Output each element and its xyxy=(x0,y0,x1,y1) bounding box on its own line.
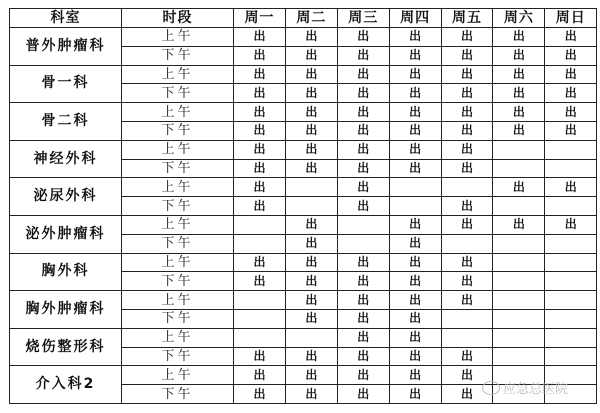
column-header: 周日 xyxy=(545,9,597,28)
schedule-cell: 出 xyxy=(337,84,389,103)
schedule-cell: 出 xyxy=(389,140,441,159)
schedule-cell xyxy=(234,291,286,310)
schedule-cell: 出 xyxy=(285,309,337,328)
schedule-cell: 出 xyxy=(441,84,493,103)
schedule-cell: 出 xyxy=(389,121,441,140)
department-name: 烧伤整形科 xyxy=(10,328,122,366)
column-header: 科室 xyxy=(10,9,122,28)
schedule-cell: 出 xyxy=(441,291,493,310)
schedule-cell: 出 xyxy=(441,103,493,122)
schedule-cell xyxy=(234,309,286,328)
schedule-cell xyxy=(493,309,545,328)
schedule-cell: 出 xyxy=(337,121,389,140)
schedule-cell: 出 xyxy=(441,272,493,291)
schedule-cell: 出 xyxy=(545,28,597,47)
schedule-cell: 出 xyxy=(285,159,337,178)
schedule-cell: 出 xyxy=(389,347,441,366)
column-header: 周三 xyxy=(337,9,389,28)
schedule-cell: 出 xyxy=(337,197,389,216)
period-cell: 上午 xyxy=(122,140,234,159)
schedule-cell xyxy=(337,215,389,234)
schedule-cell: 出 xyxy=(234,103,286,122)
schedule-cell xyxy=(545,328,597,347)
schedule-cell: 出 xyxy=(389,366,441,385)
schedule-cell: 出 xyxy=(493,28,545,47)
table-row xyxy=(10,28,597,47)
table-row xyxy=(10,178,597,197)
table-row xyxy=(10,253,597,272)
period-cell: 上午 xyxy=(122,103,234,122)
schedule-cell: 出 xyxy=(441,215,493,234)
schedule-cell: 出 xyxy=(441,140,493,159)
schedule-cell: 出 xyxy=(389,272,441,291)
period-cell: 下午 xyxy=(122,309,234,328)
schedule-cell xyxy=(493,197,545,216)
period-cell: 上午 xyxy=(122,291,234,310)
period-cell: 下午 xyxy=(122,159,234,178)
department-name: 泌尿外科 xyxy=(10,178,122,216)
schedule-cell: 出 xyxy=(493,215,545,234)
schedule-cell: 出 xyxy=(234,121,286,140)
schedule-cell xyxy=(389,178,441,197)
department-name: 普外肿瘤科 xyxy=(10,28,122,66)
table-row xyxy=(10,103,597,122)
schedule-cell: 出 xyxy=(285,366,337,385)
department-name: 神经外科 xyxy=(10,140,122,178)
wechat-icon xyxy=(482,381,500,395)
schedule-cell: 出 xyxy=(389,309,441,328)
period-cell: 上午 xyxy=(122,65,234,84)
table-row xyxy=(10,215,597,234)
schedule-cell: 出 xyxy=(234,65,286,84)
department-name: 骨二科 xyxy=(10,103,122,141)
schedule-cell xyxy=(234,328,286,347)
schedule-cell: 出 xyxy=(285,272,337,291)
schedule-cell: 出 xyxy=(389,291,441,310)
period-cell: 下午 xyxy=(122,84,234,103)
department-name: 胸外科 xyxy=(10,253,122,291)
schedule-cell xyxy=(545,347,597,366)
schedule-cell: 出 xyxy=(337,272,389,291)
schedule-cell: 出 xyxy=(545,215,597,234)
schedule-cell: 出 xyxy=(337,46,389,65)
schedule-cell: 出 xyxy=(545,65,597,84)
department-name: 骨一科 xyxy=(10,65,122,103)
schedule-table xyxy=(9,8,597,404)
schedule-cell xyxy=(545,197,597,216)
schedule-cell: 出 xyxy=(285,28,337,47)
schedule-cell: 出 xyxy=(337,103,389,122)
schedule-cell: 出 xyxy=(285,234,337,253)
schedule-cell: 出 xyxy=(234,46,286,65)
schedule-cell: 出 xyxy=(285,140,337,159)
schedule-cell: 出 xyxy=(441,65,493,84)
schedule-cell: 出 xyxy=(234,140,286,159)
schedule-cell xyxy=(493,234,545,253)
schedule-cell xyxy=(493,253,545,272)
schedule-cell: 出 xyxy=(389,159,441,178)
department-name: 介入科2 xyxy=(10,366,122,404)
schedule-cell xyxy=(285,328,337,347)
table-row xyxy=(10,328,597,347)
period-cell: 下午 xyxy=(122,347,234,366)
schedule-cell xyxy=(493,291,545,310)
schedule-cell xyxy=(493,272,545,291)
schedule-cell: 出 xyxy=(441,347,493,366)
schedule-cell: 出 xyxy=(441,121,493,140)
schedule-cell: 出 xyxy=(285,103,337,122)
period-cell: 上午 xyxy=(122,366,234,385)
period-cell: 上午 xyxy=(122,215,234,234)
schedule-cell xyxy=(493,347,545,366)
schedule-cell: 出 xyxy=(234,272,286,291)
schedule-cell xyxy=(337,234,389,253)
schedule-cell: 出 xyxy=(234,178,286,197)
schedule-cell: 出 xyxy=(285,84,337,103)
schedule-cell xyxy=(545,140,597,159)
schedule-cell: 出 xyxy=(337,347,389,366)
schedule-cell: 出 xyxy=(337,291,389,310)
schedule-cell: 出 xyxy=(285,347,337,366)
schedule-cell: 出 xyxy=(389,253,441,272)
schedule-cell: 出 xyxy=(493,121,545,140)
schedule-cell xyxy=(493,140,545,159)
schedule-cell: 出 xyxy=(493,84,545,103)
column-header: 周二 xyxy=(285,9,337,28)
period-cell: 上午 xyxy=(122,28,234,47)
department-name: 泌外肿瘤科 xyxy=(10,215,122,253)
schedule-cell: 出 xyxy=(285,65,337,84)
schedule-cell: 出 xyxy=(441,159,493,178)
schedule-cell: 出 xyxy=(285,121,337,140)
schedule-cell: 出 xyxy=(337,65,389,84)
column-header: 周六 xyxy=(493,9,545,28)
schedule-cell xyxy=(493,328,545,347)
schedule-cell: 出 xyxy=(234,197,286,216)
period-cell: 下午 xyxy=(122,234,234,253)
schedule-cell xyxy=(545,253,597,272)
schedule-cell: 出 xyxy=(234,28,286,47)
schedule-cell: 出 xyxy=(234,347,286,366)
schedule-cell: 出 xyxy=(493,65,545,84)
schedule-cell xyxy=(234,215,286,234)
period-cell: 上午 xyxy=(122,328,234,347)
schedule-cell: 出 xyxy=(389,84,441,103)
schedule-cell: 出 xyxy=(234,159,286,178)
schedule-cell xyxy=(234,234,286,253)
schedule-cell: 出 xyxy=(285,215,337,234)
schedule-cell: 出 xyxy=(545,46,597,65)
schedule-cell xyxy=(285,178,337,197)
schedule-cell: 出 xyxy=(493,103,545,122)
table-row xyxy=(10,291,597,310)
period-cell: 上午 xyxy=(122,253,234,272)
schedule-cell: 出 xyxy=(285,385,337,404)
schedule-cell: 出 xyxy=(234,366,286,385)
schedule-cell xyxy=(441,309,493,328)
schedule-cell xyxy=(441,328,493,347)
period-cell: 下午 xyxy=(122,46,234,65)
schedule-cell: 出 xyxy=(337,159,389,178)
schedule-cell: 出 xyxy=(285,291,337,310)
schedule-cell: 出 xyxy=(441,46,493,65)
column-header: 时段 xyxy=(122,9,234,28)
schedule-cell: 出 xyxy=(389,234,441,253)
schedule-cell: 出 xyxy=(441,197,493,216)
period-cell: 下午 xyxy=(122,197,234,216)
schedule-cell: 出 xyxy=(441,385,493,404)
period-cell: 下午 xyxy=(122,272,234,291)
schedule-cell: 出 xyxy=(234,84,286,103)
schedule-cell: 出 xyxy=(545,178,597,197)
column-header: 周四 xyxy=(389,9,441,28)
schedule-cell: 出 xyxy=(389,215,441,234)
schedule-cell: 出 xyxy=(234,253,286,272)
schedule-cell xyxy=(441,178,493,197)
header-row xyxy=(10,9,597,28)
schedule-cell xyxy=(545,291,597,310)
schedule-cell: 出 xyxy=(441,366,493,385)
watermark: 应急总医院 xyxy=(482,378,568,397)
schedule-cell: 出 xyxy=(337,140,389,159)
schedule-cell xyxy=(441,234,493,253)
schedule-cell: 出 xyxy=(493,178,545,197)
schedule-cell: 出 xyxy=(337,366,389,385)
table-row xyxy=(10,65,597,84)
department-name: 胸外肿瘤科 xyxy=(10,291,122,329)
schedule-cell xyxy=(545,234,597,253)
schedule-cell: 出 xyxy=(545,121,597,140)
schedule-cell: 出 xyxy=(337,28,389,47)
schedule-cell: 出 xyxy=(285,253,337,272)
schedule-cell: 出 xyxy=(441,28,493,47)
schedule-cell: 出 xyxy=(337,178,389,197)
table-row xyxy=(10,140,597,159)
schedule-cell: 出 xyxy=(493,46,545,65)
period-cell: 下午 xyxy=(122,121,234,140)
schedule-cell xyxy=(545,272,597,291)
period-cell: 上午 xyxy=(122,178,234,197)
schedule-cell xyxy=(545,309,597,328)
schedule-cell: 出 xyxy=(389,28,441,47)
schedule-cell: 出 xyxy=(389,328,441,347)
schedule-cell: 出 xyxy=(389,385,441,404)
schedule-cell: 出 xyxy=(285,46,337,65)
schedule-cell: 出 xyxy=(545,103,597,122)
schedule-cell xyxy=(545,159,597,178)
schedule-cell: 出 xyxy=(337,253,389,272)
column-header: 周五 xyxy=(441,9,493,28)
schedule-cell: 出 xyxy=(234,385,286,404)
schedule-cell xyxy=(493,159,545,178)
schedule-cell: 出 xyxy=(337,328,389,347)
schedule-cell: 出 xyxy=(389,103,441,122)
schedule-cell: 出 xyxy=(389,46,441,65)
schedule-cell: 出 xyxy=(441,253,493,272)
column-header: 周一 xyxy=(234,9,286,28)
schedule-cell: 出 xyxy=(545,84,597,103)
schedule-cell: 出 xyxy=(337,385,389,404)
schedule-cell: 出 xyxy=(389,65,441,84)
schedule-cell xyxy=(285,197,337,216)
schedule-cell: 出 xyxy=(337,309,389,328)
schedule-cell xyxy=(389,197,441,216)
period-cell: 下午 xyxy=(122,385,234,404)
